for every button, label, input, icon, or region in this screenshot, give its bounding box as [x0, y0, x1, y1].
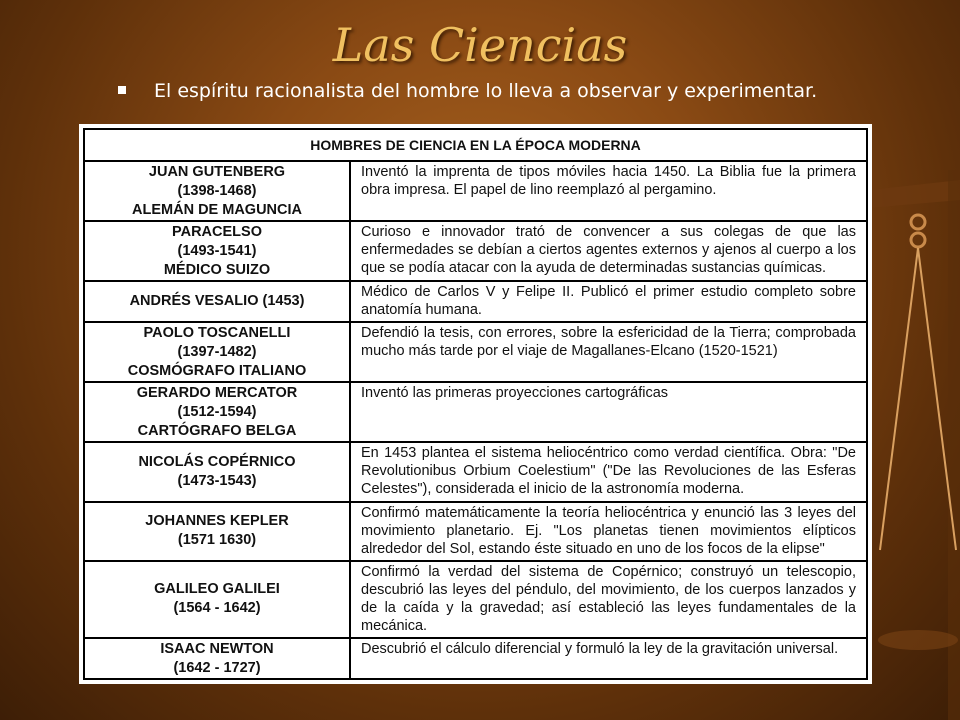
scientist-name-cell: [84, 322, 350, 382]
scientist-name-line: PAOLO TOSCANELLI: [143, 324, 291, 341]
scientist-name-line: GERARDO MERCATOR: [136, 384, 298, 401]
scientist-name-line: ALEMÁN DE MAGUNCIA: [132, 201, 302, 218]
scientist-name-line: ANDRÉS VESALIO (1453): [129, 293, 305, 310]
scientist-name-cell: [84, 161, 350, 221]
scientist-description-cell: Inventó la imprenta de tipos móviles hacia 1450. La Biblia fue la primera obra impresa. El papel de lino reemplazó al pergamino.: [350, 161, 867, 221]
table-row: [84, 161, 867, 221]
scientist-name-line: JUAN GUTENBERG: [148, 163, 286, 180]
scientist-name-cell: [84, 382, 350, 442]
table-row: [84, 281, 867, 322]
table-header: HOMBRES DE CIENCIA EN LA ÉPOCA MODERNA: [84, 129, 867, 161]
scientist-name-line: (1571 1630): [177, 532, 257, 549]
table-row: [84, 322, 867, 382]
scientist-name-line: GALILEO GALILEI: [154, 581, 280, 598]
table-row: [84, 561, 867, 638]
scientist-name-line: CARTÓGRAFO BELGA: [137, 422, 297, 439]
scientist-name-line: MÉDICO SUIZO: [163, 261, 271, 278]
scientist-name-line: (1397-1482): [177, 343, 257, 360]
scientist-description-cell: Médico de Carlos V y Felipe II. Publicó el primer estudio completo sobre anatomía humana.: [350, 281, 867, 322]
scientist-name-cell: [84, 638, 350, 679]
scientist-name-line: JOHANNES KEPLER: [145, 513, 289, 530]
scientist-name-line: ISAAC NEWTON: [160, 640, 274, 657]
scientists-table-image: [79, 124, 872, 684]
table-row: [84, 502, 867, 561]
scientist-name-line: (1642 - 1727): [173, 659, 261, 676]
scientist-name-line: (1512-1594): [177, 403, 257, 420]
scientist-name-cell: [84, 502, 350, 561]
scientist-name-line: (1564 - 1642): [173, 600, 261, 617]
balance-scale-decoration: [870, 170, 960, 720]
table-row: [84, 382, 867, 442]
scientist-name-line: NICOLÁS COPÉRNICO: [138, 453, 296, 470]
scientist-name-cell: [84, 281, 350, 322]
scientist-name-cell: [84, 442, 350, 501]
scientist-description-cell: Confirmó matemáticamente la teoría heliocéntrica y enunció las 3 leyes del movimiento planetario. Ej. "Los planetas tienen movimientos elípticos alrededor del Sol, estando éste situado en uno de los focos de la elipse": [350, 502, 867, 561]
scientist-name-line: PARACELSO: [172, 223, 262, 240]
scientist-description-cell: Curioso e innovador trató de convencer a sus colegas de que las enfermedades se debían a ciertos agentes externos y ajenos al cuerpo a los que se podía atacar con la ayuda de determinadas sustancias químicas.: [350, 221, 867, 281]
scientist-name-line: COSMÓGRAFO ITALIANO: [127, 362, 307, 379]
scientist-description-cell: Defendió la tesis, con errores, sobre la esfericidad de la Tierra; comprobada mucho más tarde por el viaje de Magallanes-Elcano (1520-1521): [350, 322, 867, 382]
scientist-name-line: (1473-1543): [177, 472, 257, 489]
table-row: [84, 221, 867, 281]
table-row: [84, 638, 867, 679]
scientist-name-line: (1493-1541): [177, 242, 257, 259]
scientists-table: [83, 128, 868, 680]
bullet-square-icon: [118, 86, 126, 94]
scientist-name-cell: [84, 221, 350, 281]
scientist-description-cell: Descubrió el cálculo diferencial y formuló la ley de la gravitación universal.: [350, 638, 867, 679]
table-row: [84, 442, 867, 501]
scientist-description-cell: Confirmó la verdad del sistema de Copérnico; construyó un telescopio, descubrió las leyes del péndulo, del movimiento, de los cuerpos lanzados y de la caída y la gravedad; así estableció las leyes fundamentales de la mecánica.: [350, 561, 867, 638]
scientist-description-cell: En 1453 plantea el sistema heliocéntrico como verdad científica. Obra: "De Revolutionibus Orbium Coelestium" ("De las Revoluciones de las Esferas Celestes"), considerada el inicio de la astronomía moderna.: [350, 442, 867, 501]
bullet-text: El espíritu racionalista del hombre lo lleva a observar y experimentar.: [154, 80, 818, 102]
bullet-item: [118, 80, 918, 102]
slide-title: Las Ciencias: [332, 18, 628, 72]
scientist-name-line: (1398-1468): [177, 182, 257, 199]
scientist-name-cell: [84, 561, 350, 638]
scientist-description-cell: Inventó las primeras proyecciones cartográficas: [350, 382, 867, 442]
